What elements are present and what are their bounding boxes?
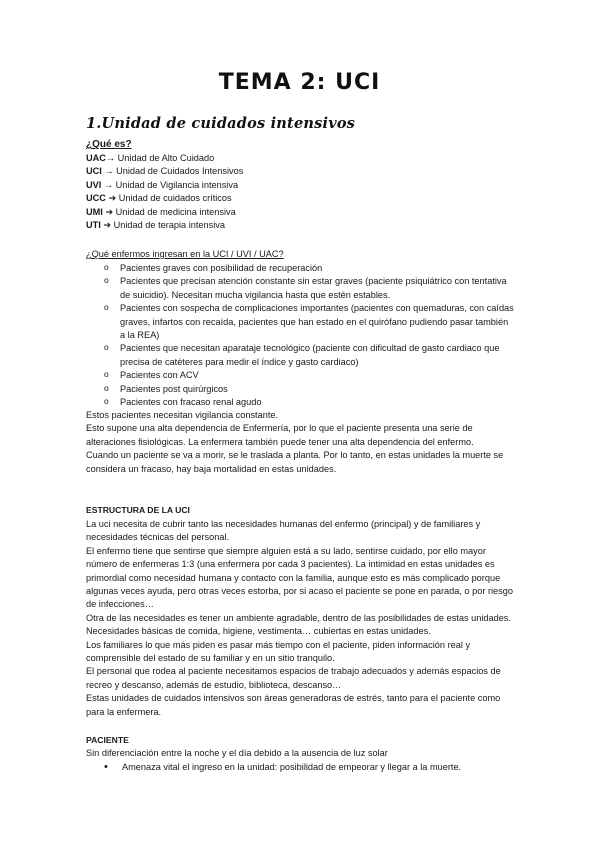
acronym-item [86, 152, 516, 165]
arrow-icon: → [105, 153, 116, 163]
section-heading: 1.Unidad de cuidados intensivos [86, 115, 356, 132]
paciente-text: Sin diferenciación entre la noche y el día debido a la ausencia de luz solar [86, 748, 388, 758]
acronym-list [86, 152, 516, 232]
acronym-item [86, 179, 516, 192]
acronym-text: Unidad de Alto Cuidado [117, 153, 215, 163]
list-item: o Pacientes graves con posibilidad de recuperación [104, 262, 514, 275]
list-item: o Pacientes que necesitan aparataje tecnológico (paciente con dificultad de gasto cardiaco que precisa de catéteres para medir el índice y gasto cardiaco) [104, 342, 514, 369]
acronym-abbr: UCI [86, 166, 102, 177]
acronym-item [86, 206, 516, 219]
patients-list [104, 262, 514, 409]
paragraph: Estos pacientes necesitan vigilancia constante. [86, 410, 279, 420]
acronym-text: Unidad de cuidados críticos [118, 193, 232, 204]
paragraph: Otra de las necesidades es tener un ambiente agradable, dentro de las posibilidades de estas unidades. Necesidades básicas de comida, higiene, vestimenta… cubiertas en estas unidades. [86, 612, 511, 637]
paciente-bullets [104, 761, 524, 774]
list-item: o Pacientes con fracaso renal agudo [104, 396, 514, 409]
paragraph: Los familiares lo que más piden es pasar más tiempo con el paciente, piden información real y comprensible del estado de su familiar y en un sitio tranquilo. [86, 639, 471, 664]
acronym-abbr: UAC [86, 153, 106, 163]
paragraph: La uci necesita de cubrir tanto las necesidades humanas del enfermo (principal) y de familiares y necesidades técnicas del personal. [86, 519, 481, 543]
patients-question: ¿Qué enfermos ingresan en la UCI / UVI / UAC? [86, 249, 284, 259]
paragraph-group [86, 409, 516, 476]
page-title: TEMA 2: UCI [218, 70, 381, 95]
acronym-item [86, 165, 516, 178]
paciente-heading: PACIENTE [86, 735, 129, 745]
paragraph: Esto supone una alta dependencia de Enfermería, por lo que el paciente presenta una serie de alteraciones fisiológicas. La enfermera también puede tener una alta dependencia del enfermo. [86, 423, 474, 447]
estructura-body [86, 518, 516, 719]
estructura-heading: ESTRUCTURA DE LA UCI [86, 505, 190, 515]
list-item: o Pacientes con sospecha de complicaciones importantes (pacientes con quemaduras, con caídas graves, infartos con recaída, pacientes que han estado en el quirófano pudiendo pasar también a la REA) [104, 302, 514, 342]
acronym-text: Unidad de terapia intensiva [113, 219, 225, 230]
list-item: • Amenaza vital el ingreso en la unidad: posibilidad de empeorar y llegar a la muerte. [104, 761, 524, 774]
acronym-abbr: UCC [86, 193, 106, 204]
list-item: o Pacientes con ACV [104, 369, 514, 382]
acronym-text: Unidad de Cuidados Intensivos [116, 166, 244, 177]
arrow-icon: → [104, 166, 114, 177]
paragraph: Cuando un paciente se va a morir, se le traslada a planta. Por lo tanto, en estas unidades la muerte se considera un fracaso, hay baja mortalidad en estas unidades. [86, 450, 504, 474]
acronym-abbr: UVI [86, 179, 102, 190]
list-item: o Pacientes que precisan atención constante sin estar graves (paciente psiquiátrico con tentativa de suicidio). Necesitan mucha vigilancia hasta que estén estables. [104, 275, 514, 302]
paragraph: El personal que rodea al paciente necesitamos espacios de trabajo adecuados y además espacios de recreo y descanso, además de estudio, biblioteca, descanso… [86, 666, 501, 690]
arrow-icon: ➔ [105, 206, 114, 217]
arrow-icon: → [103, 179, 114, 190]
arrow-icon: ➔ [108, 193, 117, 204]
acronym-item [86, 192, 516, 205]
acronym-abbr: UMI [86, 206, 103, 217]
acronym-text: Unidad de Vigilancia intensiva [115, 179, 239, 190]
que-es-heading: ¿Qué es? [86, 139, 132, 150]
arrow-icon: ➔ [103, 219, 112, 230]
paragraph: El enfermo tiene que sentirse que siempre alguien está a su lado, sentirse cuidado, por ello mayor número de enfermeras 1:3 (una enfermera por cada 3 pacientes). La intimidad en estas unidades es primordial como necesidad humana y contacto con la familia, aunque esto es más complicado porque algunas veces ayuda, pero otras veces estorba, por si acaso el paciente se pone en parada, o por riesgo de infecciones… [86, 545, 513, 610]
acronym-abbr: UTI [86, 219, 101, 230]
list-item: o Pacientes post quirúrgicos [104, 383, 514, 396]
acronym-item [86, 219, 516, 232]
paragraph: Estas unidades de cuidados intensivos son áreas generadoras de estrés, tanto para el paciente como para la enfermera. [86, 693, 501, 717]
acronym-text: Unidad de medicina intensiva [115, 206, 236, 217]
